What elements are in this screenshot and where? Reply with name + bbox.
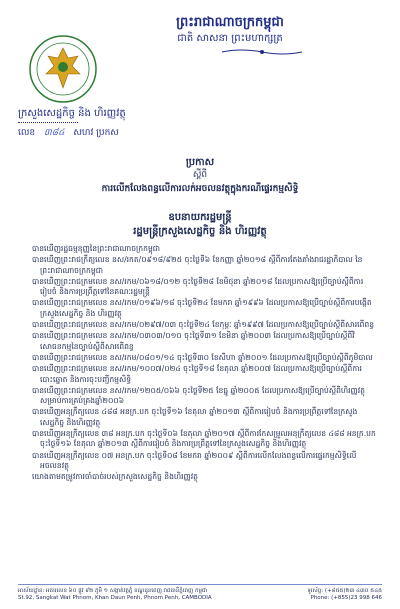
reference-item: បានឃើញអនុក្រឹត្យលេខ ០៧ អនក្រ.បក ចុះថ្ងៃទី០៨ ខែមករា ឆ្នាំ២០០៩ ស្តីពីការលើកលែងពន្ធលើការផ្ទេរកម្មសិទ្ធិលើអចលនវត្ថុ: [32, 450, 357, 470]
kingdom-title: ព្រះរាជាណាចក្រកម្ពុជា: [176, 15, 284, 30]
reference-item: យោងតាមតម្រូវការចាំបាច់របស់ក្រសួងសេដ្ឋកិច្ច និងហិរញ្ញវត្ថុ: [32, 472, 199, 482]
ref-suffix: សហវ ប្រកស: [73, 128, 119, 138]
address-english: St.92, Sangkat Wat Phnom, Khan Daun Penh, Phnom Penh, CAMBODIA: [18, 595, 212, 601]
footer-address: [18, 588, 212, 602]
reference-item: បានឃើញព្រះរាជក្រឹត្យលេខ នស/រកត/០៩១៨/៩២៥ ចុះថ្ងៃទី៦ ខែកញ្ញា ឆ្នាំ២០១៨ ស្តីពីការតែងតាំងរាជរដ្ឋាភិបាល នៃព្រះរាជាណាចក្រកម្ពុជា: [32, 255, 363, 275]
reference-item: បានឃើញព្រះរាជក្រមលេខ នស/រកម/០៨០១/១៤ ចុះថ្ងៃទី៣០ ខែសីហា ឆ្នាំ២០០១ ដែលប្រកាសឱ្យប្រើច្បាប់ស្តីពីភូមិបាល: [32, 352, 373, 362]
ministry-name: ក្រសួងសេដ្ឋកិច្ច និង ហិរញ្ញវត្ថុ: [18, 108, 126, 119]
reference-item: បានឃើញព្រះរាជក្រមលេខ នស/រកម/១២០៥/០៦៦ ចុះថ្ងៃទី២៥ ខែធ្នូ ឆ្នាំ២០០៥ ដែលប្រកាសឱ្យប្រើច្បាប់ស្តីពីហិរញ្ញវត្ថុសម្រាប់ការគ្រប់គ្រងឆ្នាំ២០០៦: [32, 385, 365, 406]
issuer-ministry: រដ្ឋមន្ត្រីក្រសួងសេដ្ឋកិច្ច និង ហិរញ្ញវត្ថុ: [133, 226, 267, 237]
national-motto: ជាតិ សាសនា ព្រះមហាក្សត្រ: [177, 33, 283, 44]
reference-item: បានឃើញព្រះរាជក្រមលេខ នស/រកម/១០០៧/០២៤ ចុះថ្ងៃទី១៨ ខែតុលា ឆ្នាំ២០០៧ ដែលប្រកាសឱ្យប្រើច្បាប់ស្តីពីការបោះឆ្នោត និងការចុះបញ្ជីកម្មសិទ្ធិ: [32, 364, 362, 384]
ref-handwritten-number: ៣៨៤: [44, 128, 65, 138]
phone-english: Phone: (+855)23 998 646: [310, 595, 382, 601]
footer-divider: [18, 584, 382, 585]
reference-number: [18, 127, 119, 140]
reference-item: បានឃើញព្រះរាជក្រមលេខ នស/រកម/០២៩៧/០៣ ចុះថ្ងៃទី២៤ ខែកុម្ភៈ ឆ្នាំ១៩៩៧ ដែលប្រកាសឱ្យប្រើច្បាប់ស្តីពីសារពើពន្ធ: [32, 320, 375, 330]
ornament-divider: [220, 48, 304, 56]
document-subject: ការលើកលែងពន្ធលើការលក់អចលនវត្ថុក្នុងករណីផ្ទេរកម្មសិទ្ធិ: [101, 184, 299, 194]
legal-references-list: [32, 244, 376, 484]
reference-item: បានឃើញអនុក្រឹត្យលេខ ៣៨ អនក្រ.បក ចុះថ្ងៃទី០៦ ខែតុលា ឆ្នាំ២០១៧ ស្តីពីការកែសម្រួលអនុក្រឹត្យលេខ ៤៨៨ អនក្រ.បក ចុះថ្ងៃទី១៦ ខែតុលា ឆ្នាំ២០១៣ ស្តីពីការរៀបចំ និងការប្រព្រឹត្តទៅនៃក្រសួងសេដ្ឋកិច្ច និងហិរញ្ញវត្ថុ: [32, 429, 376, 449]
ministry-underline: [18, 122, 78, 123]
ref-label: លេខ: [18, 128, 36, 138]
ministry-logo-icon: [28, 34, 98, 104]
issuer-title: ឧបនាយករដ្ឋមន្ត្រី: [168, 212, 232, 223]
reference-item: បានឃើញអនុក្រឹត្យលេខ ៤៨៨ អនក្រ.បក ចុះថ្ងៃទី១៦ ខែតុលា ឆ្នាំ២០១៣ ស្តីពីការរៀបចំ និងការប្រព្រឹត្តទៅនៃក្រសួងសេដ្ឋកិច្ច និងហិរញ្ញវត្ថុ: [32, 407, 358, 427]
footer-contact: [307, 588, 382, 602]
document-type-title: ប្រកាស: [185, 157, 215, 168]
title-about: ស្តីពី: [192, 170, 208, 180]
address-khmer: អាស័យដ្ឋាន: អគារលេខ ៦០ ផ្លូវ ៩២ ភូមិ ១ សង្កាត់វត្តភ្នំ ខណ្ឌដូនពេញ រាជធានីភ្នំពេញ កម្ពុជា: [18, 588, 208, 594]
reference-item: បានឃើញរដ្ឋធម្មនុញ្ញនៃព្រះរាជាណាចក្រកម្ពុជា: [32, 244, 160, 253]
reference-item: បានឃើញព្រះរាជក្រមលេខ នស/រកម/០១៩៦/១៨ ចុះថ្ងៃទី២៤ ខែមករា ឆ្នាំ១៩៩៦ ដែលប្រកាសឱ្យប្រើច្បាប់ស្តីពីការបង្កើតក្រសួងសេដ្ឋកិច្ច និង ហិរញ្ញវត្ថុ: [32, 298, 372, 318]
reference-item: បានឃើញព្រះរាជក្រមលេខ នស/រកម/០៣០៣/០១០ ចុះថ្ងៃទី៣១ ខែមិនា ឆ្នាំ២០០៣ ដែលប្រកាសឱ្យប្រើច្បាប់ស្តីពីវិសោធនកម្មនៃច្បាប់ស្តីពីសារពើពន្ធ: [32, 331, 355, 351]
reference-item: បានឃើញព្រះរាជក្រមលេខ នស/រកម/០៦១៨/០១២ ចុះថ្ងៃទី២៨ ខែមិថុនា ឆ្នាំ២០១៨ ដែលប្រកាសឱ្យប្រើច្បាប់ស្តីពីការរៀបចំ និងការប្រព្រឹត្តទៅនៃគណៈរដ្ឋមន្ត្រី: [32, 276, 364, 297]
phone-khmer: ទូរស័ព្ទ: (+៨៥៥)២៣ ៤៣០ ៥៤៥: [307, 588, 382, 594]
